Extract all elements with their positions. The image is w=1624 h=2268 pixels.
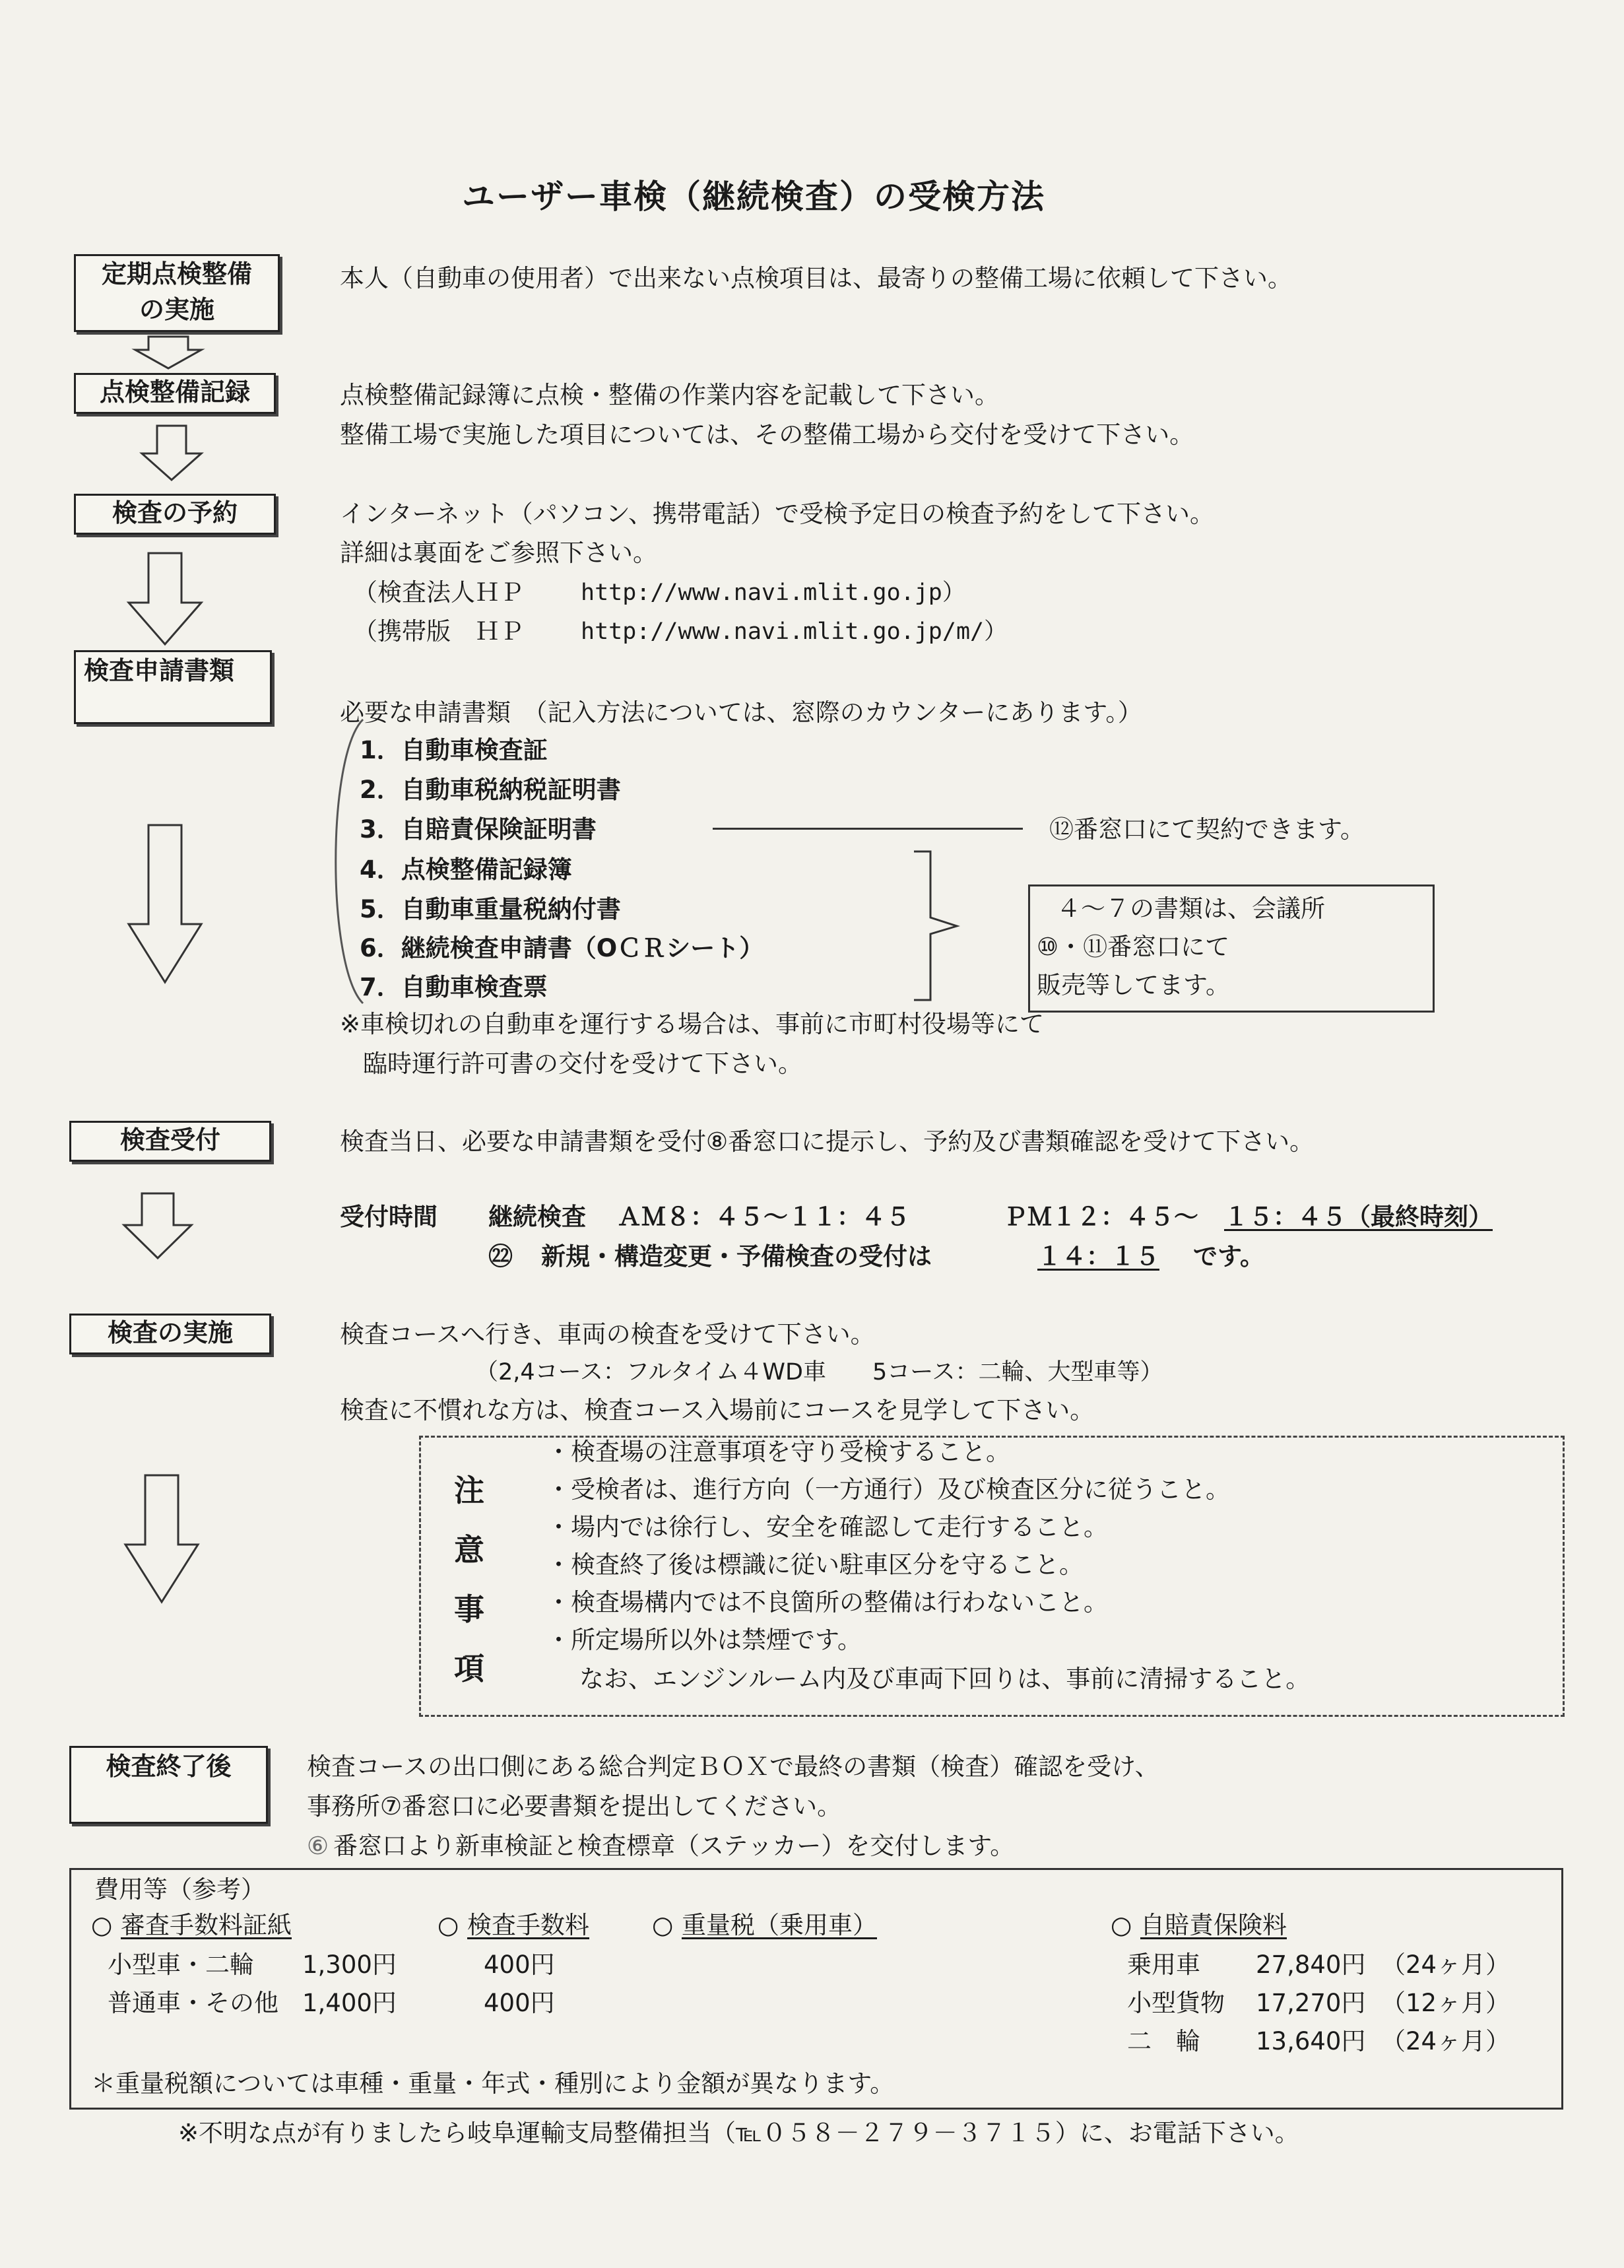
- caution-char: 事: [454, 1591, 484, 1627]
- step7-text2: 事務所⑦番窓口に必要書類を提出してください。: [307, 1792, 842, 1820]
- step-maintenance-record: 点検整備記録: [74, 373, 276, 414]
- warning-line1: ※車検切れの自動車を運行する場合は、事前に市町村役場等にて: [340, 1010, 1045, 1038]
- hp1-link[interactable]: http://www.navi.mlit.go.jp）: [581, 580, 965, 606]
- insurance-amount: 27,840円: [1256, 1951, 1366, 1979]
- fees-header: 費用等（参考）: [94, 1875, 265, 1904]
- brace-icon: [911, 848, 963, 1003]
- arrow-down-icon: [122, 1475, 201, 1604]
- hours-am: ＡＭ８：４５～１１：４５: [617, 1203, 910, 1231]
- new-inspection-tail: です。: [1193, 1242, 1265, 1271]
- caution-box: [419, 1436, 1565, 1717]
- caution-item: なお、エンジンルーム内及び車両下回りは、事前に清掃すること。: [579, 1665, 1311, 1693]
- arrow-down-icon: [125, 553, 205, 646]
- page-title: ユーザー車検（継続検査）の受検方法: [462, 178, 1045, 216]
- arrow-down-icon: [139, 426, 205, 482]
- fee-row-kensa: 400円: [484, 1989, 555, 2017]
- caution-char: 注: [454, 1473, 484, 1508]
- caution-heading: [454, 1461, 484, 1698]
- arrow-down-icon: [125, 825, 205, 984]
- circle-bullet: ○: [91, 1911, 113, 1939]
- divider: [713, 828, 1023, 830]
- insurance-type: 二 輪: [1127, 2027, 1200, 2055]
- doc-item: 2．自動車税納税証明書: [360, 776, 621, 804]
- fees-box: [69, 1868, 1563, 2110]
- col-kensa-title: 検査手数料: [467, 1911, 589, 1939]
- step6-text2: （2,4コース：フルタイム４WD車 5コース：二輪、大型車等）: [475, 1359, 1163, 1385]
- hours-pm-end: １５：４５（最終時刻）: [1224, 1203, 1493, 1231]
- sale-line: ⑩・⑪番窓口にて: [1037, 933, 1230, 961]
- fee-row-type: 普通車・その他: [108, 1989, 278, 2017]
- step-reservation: 検査の予約: [74, 494, 276, 535]
- step3-text1: インターネット（パソコン、携帯電話）で受検予定日の検査予約をして下さい。: [340, 500, 1214, 528]
- step1-text: 本人（自動車の使用者）で出来ない点検項目は、最寄りの整備工場に依頼して下さい。: [340, 264, 1292, 292]
- step2-text1: 点検整備記録簿に点検・整備の作業内容を記載して下さい。: [340, 381, 999, 409]
- doc-item: 6．継続検査申請書（ОＣＲシート）: [360, 934, 764, 962]
- circle-bullet: ○: [652, 1911, 674, 1939]
- sale-line: ４～７の書類は、会議所: [1056, 894, 1325, 923]
- new-inspection-text: 新規・構造変更・予備検査の受付は: [541, 1242, 932, 1271]
- step3-text2: 詳細は裏面をご参照下さい。: [340, 539, 657, 567]
- new-inspection-time: １４：１５: [1037, 1242, 1159, 1271]
- step6-text3: 検査に不慣れな方は、検査コース入場前にコースを見学して下さい。: [340, 1396, 1095, 1424]
- step-label-line2: の実施: [139, 295, 214, 324]
- hp2-link[interactable]: http://www.navi.mlit.go.jp/m/）: [581, 618, 1008, 645]
- hours-label: 受付時間: [340, 1203, 438, 1231]
- fees-note: ＊重量税額については車種・重量・年式・種別により金額が異なります。: [91, 2069, 895, 2098]
- doc-item: 7．自動車検査票: [360, 973, 548, 1001]
- step-after-inspection: 検査終了後: [69, 1746, 268, 1824]
- col-shinsa-title: 審査手数料証紙: [121, 1911, 292, 1939]
- step5-text: 検査当日、必要な申請書類を受付⑧番窓口に提示し、予約及び書類確認を受けて下さい。: [340, 1127, 1315, 1156]
- caution-char: 意: [454, 1532, 484, 1568]
- doc3-note: ⑫番窓口にて契約できます。: [1049, 815, 1365, 844]
- sale-info-box: [1028, 884, 1435, 1013]
- caution-item: ・場内では徐行し、安全を確認して走行すること。: [546, 1513, 1108, 1541]
- circle-bullet: ○: [438, 1911, 459, 1939]
- insurance-period: （12ヶ月）: [1381, 1989, 1510, 2017]
- insurance-amount: 17,270円: [1256, 1989, 1366, 2017]
- step-application-documents: 検査申請書類: [74, 650, 272, 724]
- doc-item: 1．自動車検査証: [360, 736, 548, 764]
- caution-item: ・所定場所以外は禁煙です。: [546, 1626, 862, 1654]
- sale-line: 販売等してます。: [1037, 971, 1231, 999]
- arrow-down-icon: [132, 337, 205, 370]
- fee-row-shinsa: 1,300円: [302, 1951, 397, 1979]
- step6-text1: 検査コースへ行き、車両の検査を受けて下さい。: [340, 1320, 875, 1349]
- step-reception: 検査受付: [69, 1121, 271, 1162]
- col-insurance-title: 自賠責保険料: [1140, 1911, 1287, 1939]
- footer-contact: ※不明な点が有りましたら岐阜運輸支局整備担当（℡０５８－２７９－３７１５）に、お電話下さい。: [178, 2119, 1299, 2147]
- caution-item: ・検査場の注意事項を守り受検すること。: [546, 1438, 1010, 1466]
- doc-item: 4．点検整備記録簿: [360, 855, 572, 884]
- insurance-amount: 13,640円: [1256, 2027, 1366, 2055]
- fee-row-shinsa: 1,400円: [302, 1989, 397, 2017]
- doc-item: 3．自賠責保険証明書: [360, 815, 597, 844]
- step7-text3: 番窓口より新車検証と検査標章（ステッカー）を交付します。: [333, 1832, 1015, 1860]
- col-weight-tax-title: 重量税（乗用車）: [682, 1911, 877, 1939]
- insurance-type: 乗用車: [1127, 1951, 1200, 1979]
- hp1-label: （検査法人ＨＰ: [353, 578, 524, 607]
- hours-type: 継続検査: [488, 1203, 586, 1231]
- fee-row-type: 小型車・二輪: [108, 1951, 254, 1979]
- step7-text1: 検査コースの出口側にある総合判定ＢＯＸで最終の書類（検査）確認を受け、: [307, 1752, 1159, 1781]
- caution-item: ・検査場構内では不良箇所の整備は行わないこと。: [546, 1588, 1108, 1617]
- step7-text3-mark: ⑥: [307, 1832, 329, 1860]
- hp2-label: （携帯版 ＨＰ: [353, 617, 524, 646]
- insurance-period: （24ヶ月）: [1381, 2027, 1510, 2055]
- hours-pm: ＰＭ１２：４５～: [1003, 1203, 1198, 1231]
- doc-item: 5．自動車重量税納付書: [360, 895, 621, 923]
- caution-item: ・検査終了後は標識に従い駐車区分を守ること。: [546, 1551, 1084, 1579]
- caution-char: 項: [454, 1651, 484, 1686]
- step-periodic-inspection: [74, 254, 280, 332]
- fee-row-kensa: 400円: [484, 1951, 555, 1979]
- caution-item: ・受検者は、進行方向（一方通行）及び検査区分に従うこと。: [546, 1475, 1230, 1504]
- warning-line2: 臨時運行許可書の交付を受けて下さい。: [363, 1050, 802, 1078]
- arrow-down-icon: [122, 1193, 195, 1259]
- step-inspection: 検査の実施: [69, 1314, 271, 1354]
- step-label-line1: 定期点検整備: [101, 259, 252, 288]
- circle-bullet: ○: [1111, 1911, 1132, 1939]
- documents-intro: 必要な申請書類 （記入方法については、窓際のカウンターにあります。）: [340, 698, 1142, 727]
- insurance-period: （24ヶ月）: [1381, 1951, 1510, 1979]
- step2-text2: 整備工場で実施した項目については、その整備工場から交付を受けて下さい。: [340, 420, 1194, 449]
- new-mark: ㉒: [488, 1242, 513, 1271]
- insurance-type: 小型貨物: [1127, 1989, 1225, 2017]
